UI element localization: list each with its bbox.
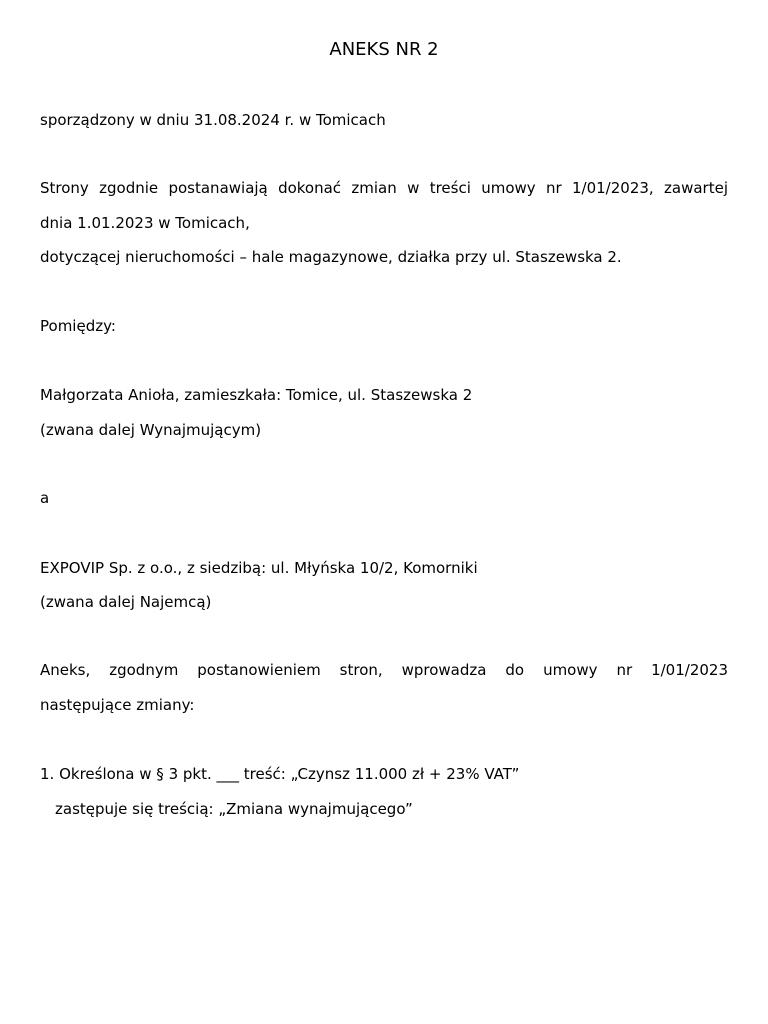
intro-line-1: Strony zgodnie postanawiają dokonać zmian w treści umowy nr 1/01/2023, zawartej: [40, 179, 728, 197]
party1-name: Małgorzata Anioła, zamieszkała: Tomice, ul. Staszewska 2: [40, 386, 473, 404]
intro-line-2: dnia 1.01.2023 w Tomicach,: [40, 214, 250, 232]
party2-name: EXPOVIP Sp. z o.o., z siedzibą: ul. Młyńska 10/2, Komorniki: [40, 559, 478, 577]
change-1-line-2: zastępuje się treścią: „Zmiana wynajmującego”: [55, 800, 413, 818]
party1-role: (zwana dalej Wynajmującym): [40, 421, 262, 439]
and-label: a: [40, 489, 50, 507]
between-label: Pomiędzy:: [40, 317, 116, 335]
change-1-line-1: 1. Określona w § 3 pkt. ___ treść: „Czynsz 11.000 zł + 23% VAT”: [40, 765, 520, 783]
intro-line-3: dotyczącej nieruchomości – hale magazynowe, działka przy ul. Staszewska 2.: [40, 248, 622, 266]
party2-role: (zwana dalej Najemcą): [40, 593, 212, 611]
document-title: ANEKS NR 2: [329, 39, 439, 60]
date-place-line: sporządzony w dniu 31.08.2024 r. w Tomicach: [40, 111, 386, 129]
annex-line-1: Aneks, zgodnym postanowieniem stron, wprowadza do umowy nr 1/01/2023: [40, 661, 728, 679]
annex-line-2: następujące zmiany:: [40, 696, 195, 714]
